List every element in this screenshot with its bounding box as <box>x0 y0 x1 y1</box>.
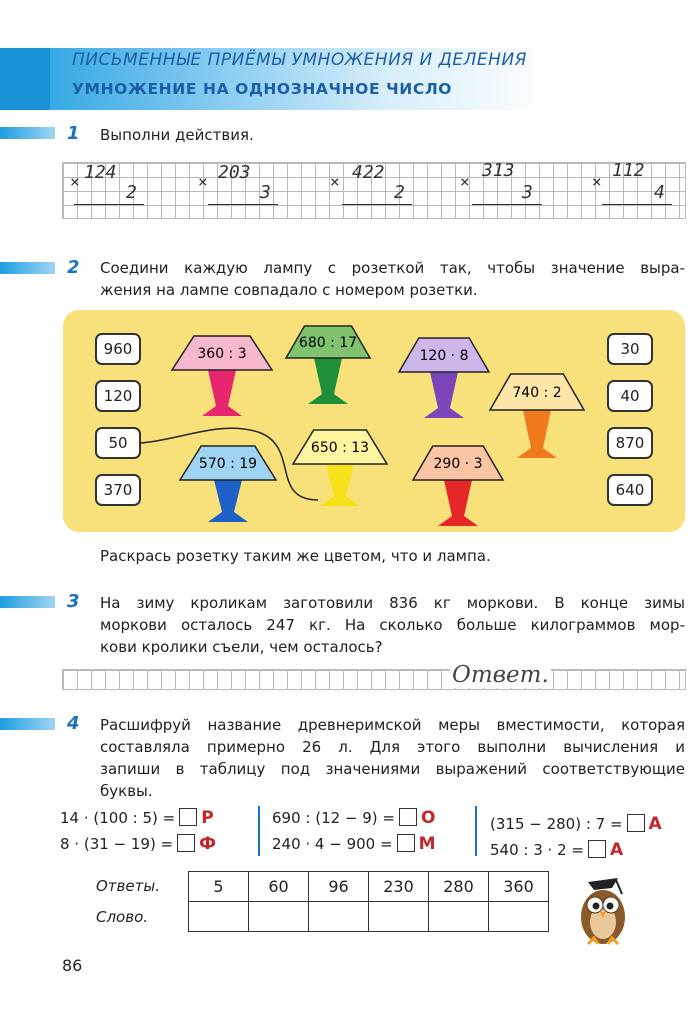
socket-right-2[interactable]: 40 <box>607 380 653 412</box>
lamp-stand <box>424 372 464 418</box>
lamp-expression: 120 · 8 <box>419 348 469 364</box>
lamp-stand <box>320 464 360 506</box>
expression-6: 540 : 3 · 2 = А <box>490 840 624 860</box>
multiply-sign: × <box>592 172 602 191</box>
answer-cell: 96 <box>309 872 369 902</box>
factor-bottom: 2 <box>394 182 405 203</box>
task-2-line-1: Соедини каждую лампу с розеткой так, чтобы значение выра- <box>100 259 685 277</box>
lamp-stand <box>202 370 242 416</box>
lamp-expression: 650 : 13 <box>310 440 370 456</box>
word-cell[interactable] <box>249 902 309 932</box>
socket-right-3[interactable]: 870 <box>607 427 653 459</box>
lesson-title: УМНОЖЕНИЕ НА ОДНОЗНАЧНОЕ ЧИСЛО <box>72 80 453 98</box>
lamp-stand <box>208 480 248 522</box>
lamp-3[interactable] <box>399 338 489 418</box>
factor-top: 203 <box>218 162 251 183</box>
factor-bottom: 3 <box>522 182 533 203</box>
factor-top: 422 <box>352 162 385 183</box>
socket-left-1[interactable]: 960 <box>95 333 141 365</box>
lamp-6[interactable] <box>293 430 387 506</box>
graduation-cap-icon <box>588 878 618 890</box>
task-2-number: 2 <box>67 257 80 278</box>
lamp-4[interactable] <box>490 374 584 458</box>
lamp-expression: 570 : 19 <box>198 456 258 472</box>
lamp-expression: 290 · 3 <box>433 456 483 472</box>
expression-5: (315 − 280) : 7 = А <box>490 814 662 834</box>
answer-label: Ответ. <box>452 662 549 688</box>
task-1-number: 1 <box>67 123 80 144</box>
word-cell[interactable] <box>369 902 429 932</box>
answer-cell: 5 <box>189 872 249 902</box>
lamp-expression: 360 : 3 <box>197 346 247 362</box>
lamp-1[interactable] <box>172 336 272 416</box>
lamp-7[interactable] <box>413 446 503 526</box>
word-row-label: Слово. <box>96 908 149 926</box>
answer-box[interactable] <box>179 808 197 826</box>
task-1-instruction: Выполни действия. <box>100 126 254 144</box>
socket-left-3[interactable]: 50 <box>95 427 141 459</box>
task-3-marker <box>0 596 55 608</box>
multiply-sign: × <box>330 172 340 191</box>
answers-row <box>189 872 549 902</box>
lamp-expression: 680 : 17 <box>298 335 358 351</box>
task-3-number: 3 <box>67 591 80 612</box>
task-3-line-2: моркови осталось 247 кг. На сколько больше килограммов мор- <box>100 616 685 634</box>
socket-right-1[interactable]: 30 <box>607 333 653 365</box>
answers-row-label: Ответы. <box>96 877 160 895</box>
word-cell[interactable] <box>429 902 489 932</box>
factor-bottom: 2 <box>126 182 137 203</box>
task-3-answer-grid[interactable] <box>62 669 686 690</box>
answer-cell: 60 <box>249 872 309 902</box>
task-2-footer: Раскрась розетку таким же цветом, что и лампа. <box>100 547 491 565</box>
answer-box[interactable] <box>627 814 645 832</box>
factor-bottom: 3 <box>260 182 271 203</box>
word-cell[interactable] <box>489 902 549 932</box>
answer-cell: 360 <box>489 872 549 902</box>
task-4-line-4: буквы. <box>100 782 153 800</box>
answer-cell: 230 <box>369 872 429 902</box>
socket-left-2[interactable]: 120 <box>95 380 141 412</box>
answer-box[interactable] <box>397 834 415 852</box>
lamp-stand <box>438 480 478 526</box>
word-cell[interactable] <box>189 902 249 932</box>
multiply-sign: × <box>70 172 80 191</box>
lamp-5[interactable] <box>180 446 276 522</box>
answer-box[interactable] <box>177 834 195 852</box>
task-4-line-3: запиши в таблицу под значениями выражений соответствующие <box>100 760 685 778</box>
factor-bottom: 4 <box>654 182 665 203</box>
answer-cell: 280 <box>429 872 489 902</box>
expression-3: 690 : (12 − 9) = О <box>272 808 436 828</box>
page-number: 86 <box>62 956 83 975</box>
answer-box[interactable] <box>588 840 606 858</box>
multiply-sign: × <box>198 172 208 191</box>
column-divider <box>258 806 260 856</box>
word-row <box>189 902 549 932</box>
socket-right-4[interactable]: 640 <box>607 474 653 506</box>
lamp-expression: 740 : 2 <box>512 385 562 401</box>
expression-1: 14 · (100 : 5) = Р <box>60 808 214 828</box>
expression-2: 8 · (31 − 19) = Ф <box>60 834 217 854</box>
task-4-line-1: Расшифруй название древнеримской меры вместимости, которая <box>100 716 685 734</box>
factor-top: 112 <box>612 160 645 181</box>
column-divider <box>475 806 477 856</box>
owl-illustration <box>568 872 638 952</box>
socket-left-4[interactable]: 370 <box>95 474 141 506</box>
task-3-line-3: кови кролики съели, чем осталось? <box>100 638 383 656</box>
task-2-line-2: жения на лампе совпадало с номером розетки. <box>100 281 478 299</box>
lamp-stand <box>517 410 557 458</box>
lamp-2[interactable] <box>286 326 370 404</box>
answer-table <box>188 871 549 932</box>
task-4-number: 4 <box>67 713 80 734</box>
multiply-sign: × <box>460 172 470 191</box>
expression-4: 240 · 4 − 900 = М <box>272 834 436 854</box>
word-cell[interactable] <box>309 902 369 932</box>
task-4-marker <box>0 718 55 730</box>
answer-box[interactable] <box>399 808 417 826</box>
factor-top: 124 <box>84 162 117 183</box>
task-3-line-1: На зиму кроликам заготовили 836 кг моркови. В конце зимы <box>100 594 685 612</box>
task-4-line-2: составляла примерно 26 л. Для этого выполни вычисления и <box>100 738 685 756</box>
lamp-stand <box>308 358 348 404</box>
section-title: ПИСЬМЕННЫЕ ПРИЁМЫ УМНОЖЕНИЯ И ДЕЛЕНИЯ <box>72 50 527 70</box>
factor-top: 313 <box>482 160 515 181</box>
